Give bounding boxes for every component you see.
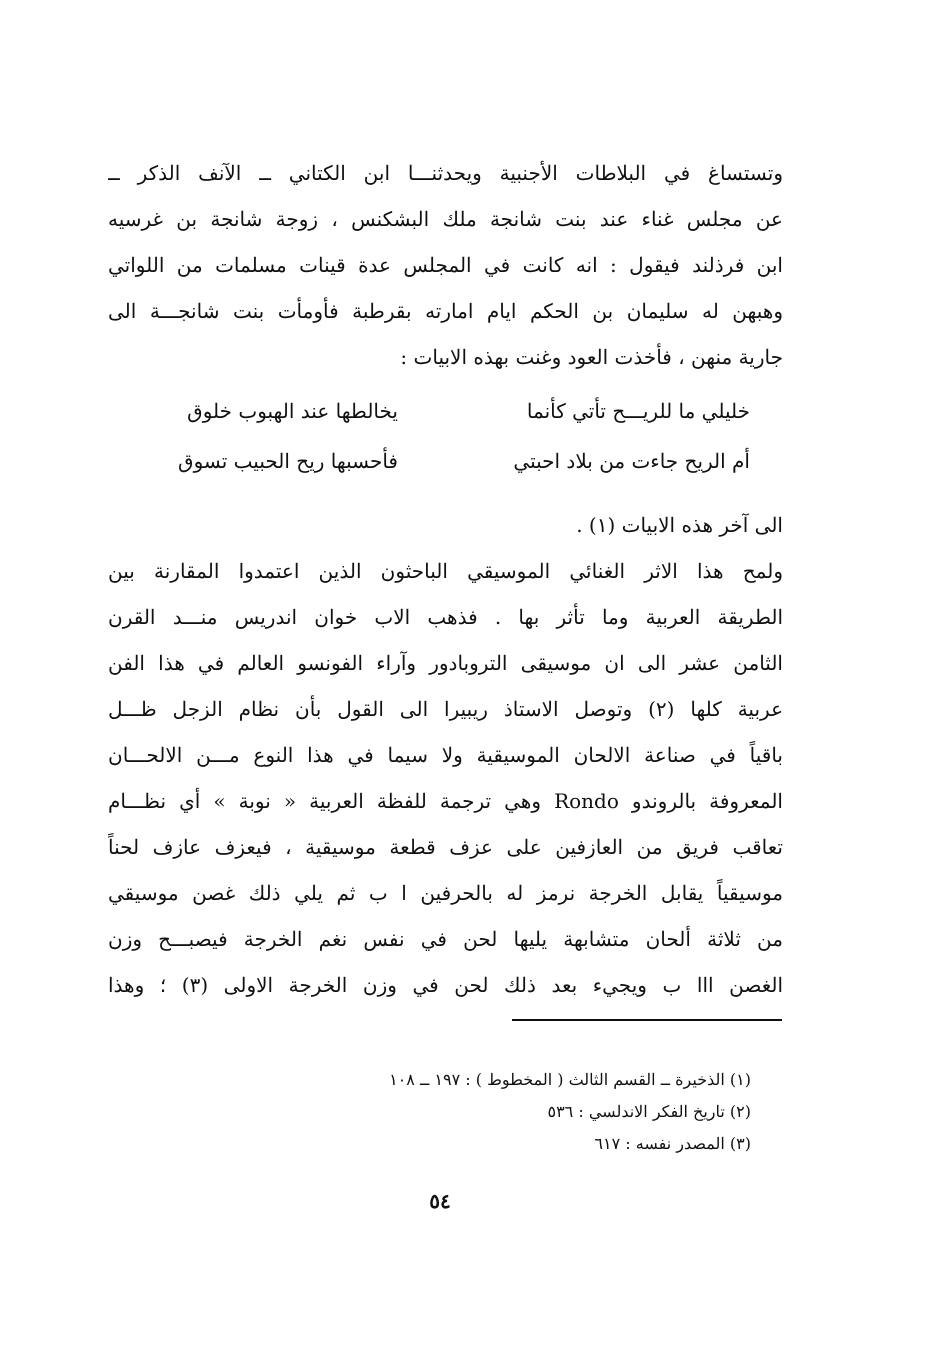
footnotes (291, 1064, 751, 1160)
page-number: ٥٤ (429, 1189, 451, 1213)
text-line: جارية منهن ، فأخذت العود وغنت بهذه الابيات : (400, 345, 783, 369)
footnote: (٢) تاريخ الفكر الاندلسي : ٥٣٦ (547, 1102, 751, 1121)
text-line: من ثلاثة ألحان متشابهة يليها لحن في نفس نغم الخرجة فيصبـــح وزن (108, 927, 783, 951)
text-line: وهبهن له سليمان بن الحكم ايام امارته بقرطبة فأومأت بنت شانجـــة الى (108, 299, 783, 323)
verse-row (138, 386, 750, 436)
text-line: الغصن ااا ب ويجيء بعد ذلك لحن في وزن الخرجة الاولى (٣) ؛ وهذا (108, 973, 783, 997)
text-line: ولمح هذا الاثر الغنائي الموسيقي الباحثون الذين اعتمدوا المقارنة بين (108, 559, 783, 583)
verse-row (138, 436, 750, 486)
text-line: تعاقب فريق من العازفين على عزف قطعة موسيقية ، فيعزف عازف لحناً (108, 835, 783, 859)
text-line: موسيقياً يقابل الخرجة نرمز له بالحرفين ا ب ثم يلي ذلك غصن موسيقي (108, 881, 783, 905)
text-line: ابن فرذلند فيقول : انه كانت في المجلس عدة قينات مسلمات من اللواتي (108, 253, 783, 277)
paragraph-1 (108, 150, 783, 380)
text-line: الثامن عشر الى ان موسيقى التروبادور وآراء الفونسو العالم في هذا الفن (108, 651, 783, 675)
text-line: عن مجلس غناء عند بنت شانجة ملك البشكنس ، زوجة شانجة بن غرسيه (108, 207, 783, 231)
poem-verses (138, 386, 750, 486)
verse-second-hemistich: يخالطها عند الهبوب خلوق (187, 399, 398, 423)
text-line: باقياً في صناعة الالحان الموسيقية ولا سيما في هذا النوع مـــن الالحـــان (108, 743, 783, 767)
footnote: (٣) المصدر نفسه : ٦١٧ (594, 1134, 751, 1153)
text-line: عربية كلها (٢) وتوصل الاستاذ ريبيرا الى القول بأن نظام الزجل ظـــل (108, 697, 783, 721)
footnote: (١) الذخيرة ــ القسم الثالث ( المخطوط ) : ١٩٧ ــ ١٠٨ (389, 1070, 751, 1089)
paragraph-2 (108, 548, 783, 1008)
verse-first-hemistich: خليلي ما للريـــح تأتي كأنما (526, 399, 750, 423)
footnote-divider (512, 1019, 782, 1021)
text-line: وتستساغ في البلاطات الأجنبية ويحدثنـــا ابن الكتاني ــ الآنف الذكر ــ (108, 161, 783, 185)
verse-first-hemistich: أم الريح جاءت من بلاد احبتي (513, 449, 750, 473)
verse-tail-line: الى آخر هذه الابيات (١) . (576, 513, 783, 537)
text-line: الطريقة العربية وما تأثر بها . فذهب الاب خوان اندريس منـــد القرن (108, 605, 783, 629)
verse-second-hemistich: فأحسبها ريح الحبيب تسوق (178, 449, 398, 473)
text-line: المعروفة بالروندو Rondo وهي ترجمة للفظة العربية « نوبة » أي نظـــام (108, 789, 783, 813)
